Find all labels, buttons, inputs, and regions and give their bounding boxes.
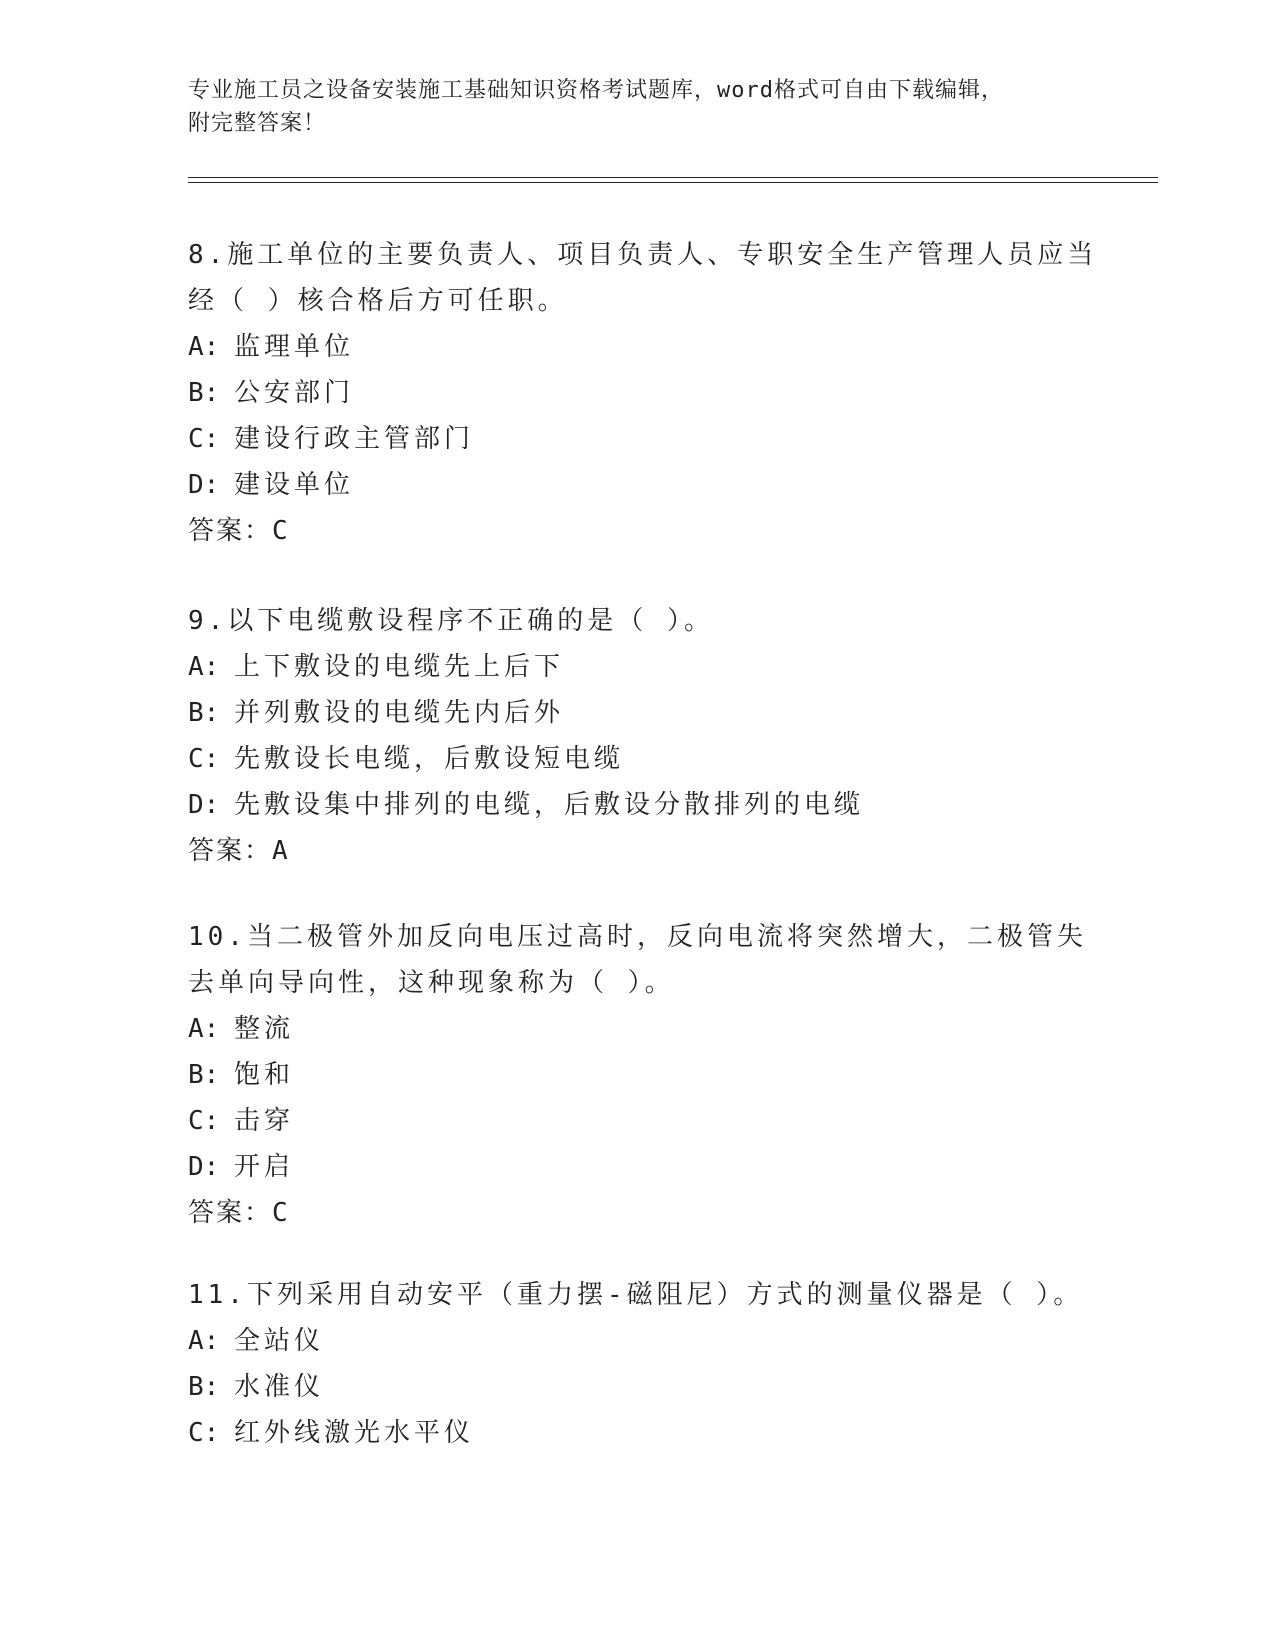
option-label: C:	[188, 744, 220, 774]
option-d	[188, 462, 1108, 508]
option-label: B:	[188, 698, 220, 728]
answer-label: 答案：	[188, 516, 273, 546]
option-b	[188, 1364, 1108, 1410]
option-text: 饱和	[234, 1060, 295, 1090]
option-label: D:	[188, 470, 220, 500]
header-divider-bottom	[188, 182, 1158, 183]
option-label: C:	[188, 1418, 220, 1448]
option-label: B:	[188, 1060, 220, 1090]
option-b	[188, 370, 1108, 416]
option-c	[188, 1410, 1108, 1456]
option-text: 建设行政主管部门	[234, 424, 475, 454]
option-d	[188, 782, 1108, 828]
option-label: C:	[188, 424, 220, 454]
option-label: A:	[188, 652, 220, 682]
option-d	[188, 1144, 1108, 1190]
option-label: B:	[188, 1372, 220, 1402]
option-text: 先敷设长电缆，后敷设短电缆	[234, 744, 625, 774]
answer	[188, 828, 1108, 874]
question-stem: 8.施工单位的主要负责人、项目负责人、专职安全生产管理人员应当经（ ）核合格后方可任职。	[188, 240, 1098, 316]
option-label: A:	[188, 1326, 220, 1356]
option-text: 建设单位	[234, 470, 355, 500]
question-stem: 10.当二极管外加反向电压过高时，反向电流将突然增大，二极管失去单向导向性，这种现象称为（ ）。	[188, 922, 1087, 998]
option-text: 击穿	[234, 1106, 295, 1136]
answer-label: 答案：	[188, 1198, 273, 1228]
question-stem: 9.以下电缆敷设程序不正确的是（ ）。	[188, 606, 714, 636]
option-a	[188, 644, 1108, 690]
option-c	[188, 736, 1108, 782]
option-text: 红外线激光水平仪	[234, 1418, 475, 1448]
question-8	[188, 232, 1108, 554]
option-c	[188, 1098, 1108, 1144]
question-10	[188, 914, 1108, 1236]
question-11	[188, 1272, 1108, 1456]
document-header	[188, 74, 1088, 140]
option-label: D:	[188, 790, 220, 820]
answer-label: 答案：	[188, 836, 273, 866]
option-text: 监理单位	[234, 332, 355, 362]
option-a	[188, 1006, 1108, 1052]
option-b	[188, 1052, 1108, 1098]
answer-value: A	[272, 836, 290, 866]
answer	[188, 1190, 1108, 1236]
answer	[188, 508, 1108, 554]
option-text: 全站仪	[234, 1326, 325, 1356]
question-stem: 11.下列采用自动安平（重力摆-磁阻尼）方式的测量仪器是（ ）。	[188, 1280, 1084, 1310]
option-label: B:	[188, 378, 220, 408]
option-text: 整流	[234, 1014, 295, 1044]
option-text: 上下敷设的电缆先上后下	[234, 652, 565, 682]
question-9	[188, 598, 1108, 874]
option-c	[188, 416, 1108, 462]
option-a	[188, 1318, 1108, 1364]
option-text: 水准仪	[234, 1372, 325, 1402]
option-b	[188, 690, 1108, 736]
option-label: D:	[188, 1152, 220, 1182]
header-line-1: 专业施工员之设备安装施工基础知识资格考试题库，word格式可自由下载编辑，	[188, 78, 1004, 103]
answer-value: C	[272, 516, 290, 546]
option-text: 先敷设集中排列的电缆，后敷设分散排列的电缆	[234, 790, 865, 820]
header-line-2: 附完整答案！	[188, 111, 327, 136]
option-text: 并列敷设的电缆先内后外	[234, 698, 565, 728]
option-a	[188, 324, 1108, 370]
option-label: A:	[188, 1014, 220, 1044]
answer-value: C	[272, 1198, 290, 1228]
option-text: 公安部门	[234, 378, 355, 408]
header-divider-top	[188, 177, 1158, 178]
option-label: A:	[188, 332, 220, 362]
option-label: C:	[188, 1106, 220, 1136]
option-text: 开启	[234, 1152, 295, 1182]
